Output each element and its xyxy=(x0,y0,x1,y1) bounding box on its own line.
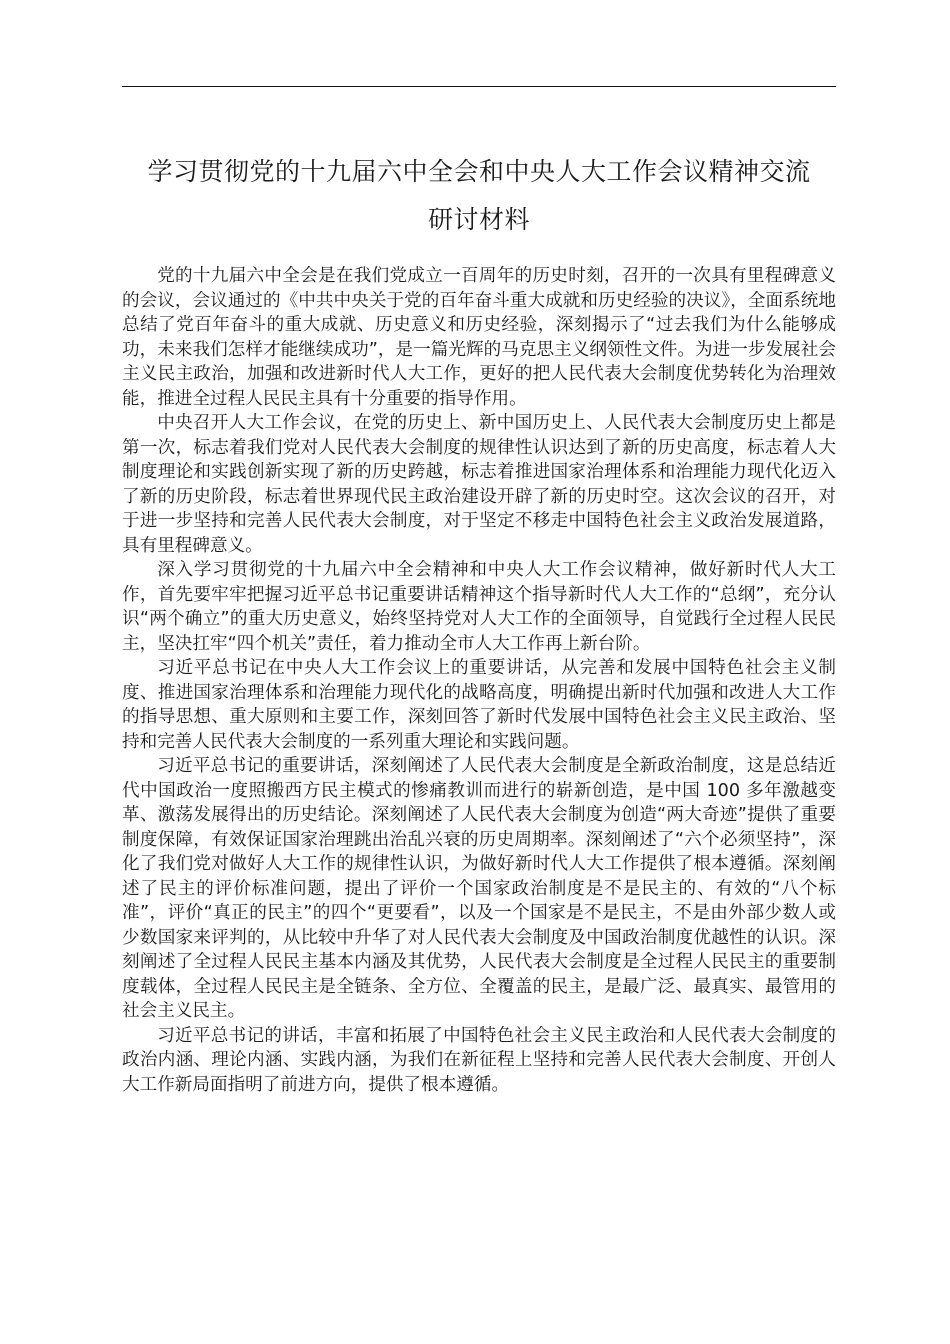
title-line-2: 研讨材料 xyxy=(427,205,530,234)
paragraph-2: 中央召开人大工作会议，在党的历史上、新中国历史上、人民代表大会制度历史上都是第一次，标志着我们党对人民代表大会制度的规律性认识达到了新的历史高度，标志着人大制度理论和实践创新实现了新的历史跨越，标志着推进国家治理体系和治理能力现代化迈入了新的历史阶段，标志着世界现代民主政治建设开辟了新的历史时空。这次会议的召开，对于进一步坚持和完善人民代表大会制度，对于坚定不移走中国特色社会主义政治发展道路，具有里程碑意义。 xyxy=(122,413,836,556)
paragraph-3: 深入学习贯彻党的十九届六中全会精神和中央人大工作会议精神，做好新时代人大工作，首先要牢牢把握习近平总书记重要讲话精神这个指导新时代人大工作的“总纲”，充分认识“两个确立”的重大历史意义，始终坚持党对人大工作的全面领导，自觉践行全过程人民民主，坚决扛牢“四个机关”责任，着力推动全市人大工作再上新台阶。 xyxy=(122,560,836,654)
header-rule xyxy=(122,86,836,87)
paragraph-1: 党的十九届六中全会是在我们党成立一百周年的历史时刻，召开的一次具有里程碑意义的会议，会议通过的《中共中央关于党的百年奋斗重大成就和历史经验的决议》，全面系统地总结了党百年奋斗的重大成就、历史意义和历史经验，深刻揭示了“过去我们为什么能够成功，未来我们怎样才能继续成功”，是一篇光辉的马克思主义纲领性文件。为进一步发展社会主义民主政治，加强和改进新时代人大工作，更好的把人民代表大会制度优势转化为治理效能，推进全过程人民民主具有十分重要的指导作用。 xyxy=(122,266,836,409)
paragraph-5: 习近平总书记的重要讲话，深刻阐述了人民代表大会制度是全新政治制度，这是总结近代中国政治一度照搬西方民主模式的惨痛教训而进行的崭新创造，是中国 100 多年激越变革、激荡发展得出的历史结论。深刻阐述了人民代表大会制度为创造“两大奇迹”提供了重要制度保障，有效保证国家治理跳出治乱兴衰的历史周期率。深刻阐述了“六个必须坚持”，深化了我们党对做好人大工作的规律性认识，为做好新时代人大工作提供了根本遵循。深刻阐述了民主的评价标准问题，提出了评价一个国家政治制度是不是民主的、有效的“八个标准”，评价“真正的民主”的四个“更要看”，以及一个国家是不是民主，不是由外部少数人或少数国家来评判的，从比较中升华了对人民代表大会制度及中国政治制度优越性的认识。深刻阐述了全过程人民民主基本内涵及其优势，人民代表大会制度是全过程人民民主的重要制度载体，全过程人民民主是全链条、全方位、全覆盖的民主，是最广泛、最真实、最管用的社会主义民主。 xyxy=(122,756,836,1021)
document-title xyxy=(122,148,836,244)
document-body xyxy=(122,264,836,1097)
paragraph-4: 习近平总书记在中央人大工作会议上的重要讲话，从完善和发展中国特色社会主义制度、推进国家治理体系和治理能力现代化的战略高度，明确提出新时代加强和改进人大工作的指导思想、重大原则和主要工作，深刻回答了新时代发展中国特色社会主义民主政治、坚持和完善人民代表大会制度的一系列重大理论和实践问题。 xyxy=(122,658,836,752)
title-line-1: 学习贯彻党的十九届六中全会和中央人大工作会议精神交流 xyxy=(147,157,811,186)
paragraph-6: 习近平总书记的讲话，丰富和拓展了中国特色社会主义民主政治和人民代表大会制度的政治内涵、理论内涵、实践内涵，为我们在新征程上坚持和完善人民代表大会制度、开创人大工作新局面指明了前进方向，提供了根本遵循。 xyxy=(122,1025,836,1095)
